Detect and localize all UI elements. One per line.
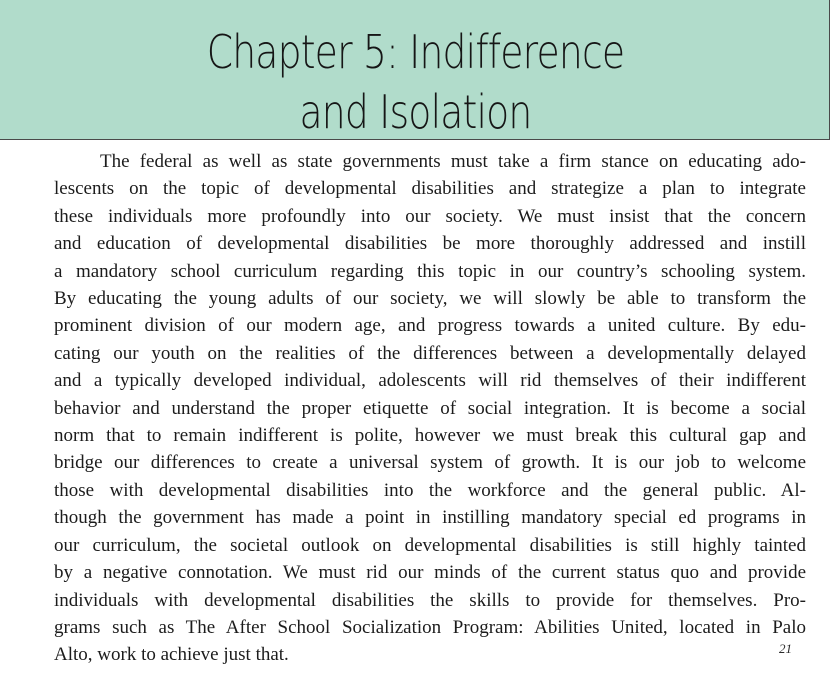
- body-line: these individuals more profoundly into our society. We must insist that the concern: [54, 205, 806, 227]
- body-line: behavior and understand the proper etiquette of social integration. It is become a social: [54, 397, 806, 419]
- body-line: bridge our differences to create a universal system of growth. It is our job to welcome: [54, 452, 806, 474]
- chapter-title-line-2: and Isolation: [299, 85, 532, 139]
- body-paragraph: [54, 148, 806, 669]
- body-line: and a typically developed individual, adolescents will rid themselves of their indifferent: [54, 370, 806, 392]
- body-line: The federal as well as state governments must take a firm stance on educating ado-: [100, 151, 806, 172]
- body-line: cating our youth on the realities of the differences between a developmentally delayed: [54, 342, 806, 364]
- body-line: By educating the young adults of our society, we will slowly be able to transform the: [54, 288, 806, 310]
- page-number: 21: [779, 641, 792, 656]
- body-line: lescents on the topic of developmental disabilities and strategize a plan to integrate: [54, 178, 806, 200]
- body-line: our curriculum, the societal outlook on developmental disabilities is still highly tainted: [54, 534, 806, 556]
- body-line: by a negative connotation. We must rid our minds of the current status quo and provide: [54, 562, 806, 584]
- chapter-title-line-1: Chapter 5: Indifference: [206, 25, 625, 79]
- body-line: norm that to remain indifferent is polite, however we must break this cultural gap and: [54, 425, 806, 447]
- chapter-title: [75, 22, 756, 142]
- body-line: Alto, work to achieve just that.: [54, 644, 289, 666]
- body-line: prominent division of our modern age, and progress towards a united culture. By edu-: [54, 315, 806, 337]
- body-line: a mandatory school curriculum regarding this topic in our country’s schooling system.: [54, 260, 806, 282]
- body-line: though the government has made a point in instilling mandatory special ed programs in: [54, 507, 806, 529]
- body-line: grams such as The After School Socialization Program: Abilities United, located in Palo: [54, 616, 806, 638]
- body-line: individuals with developmental disabilities the skills to provide for themselves. Pro-: [54, 589, 806, 611]
- body-line: those with developmental disabilities into the workforce and the general public. Al-: [54, 479, 806, 501]
- body-line: and education of developmental disabilities be more thoroughly addressed and instill: [54, 233, 806, 255]
